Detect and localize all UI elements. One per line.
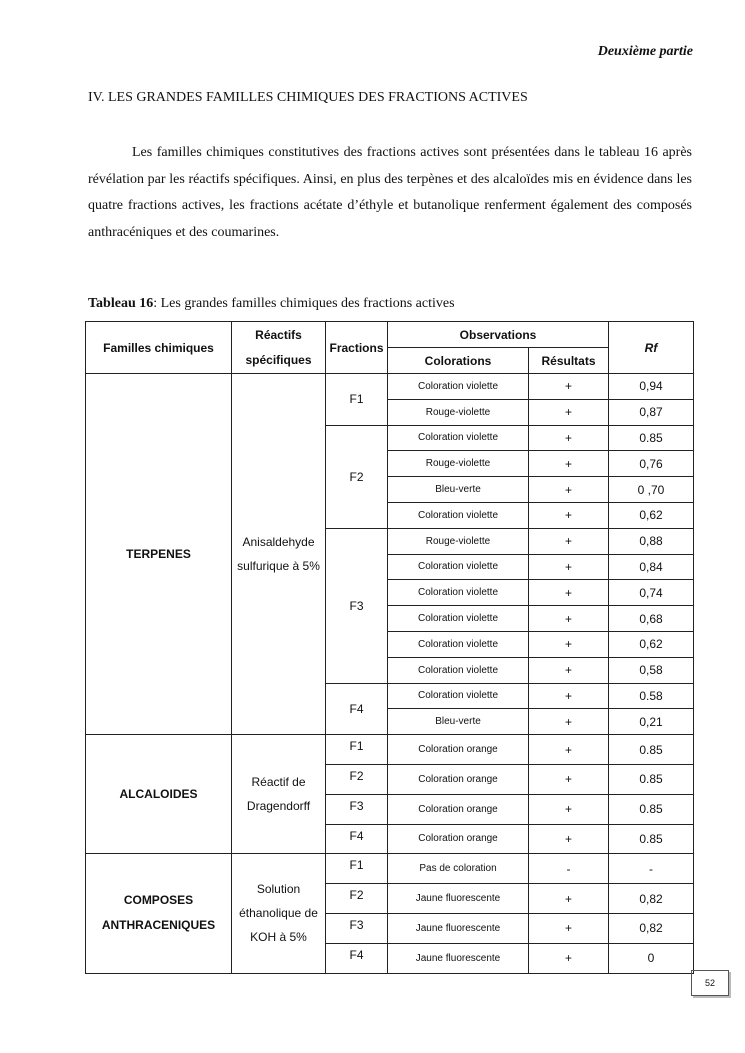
coloration-cell: Coloration violette — [388, 683, 529, 709]
family-cell: TERPENES — [86, 374, 232, 735]
rf-cell: 0,76 — [609, 451, 694, 477]
header-results: Résultats — [529, 348, 609, 374]
result-cell: + — [529, 631, 609, 657]
coloration-cell: Coloration violette — [388, 606, 529, 632]
rf-cell: 0.85 — [609, 735, 694, 765]
coloration-cell: Jaune fluorescente — [388, 943, 529, 973]
result-cell: + — [529, 794, 609, 824]
reagent-cell: Réactif de Dragendorff — [232, 735, 326, 854]
fraction-cell: F3 — [326, 913, 388, 943]
result-cell: + — [529, 683, 609, 709]
rf-cell: 0,68 — [609, 606, 694, 632]
fraction-cell: F4 — [326, 683, 388, 735]
coloration-cell: Coloration violette — [388, 374, 529, 400]
section-title: IV. LES GRANDES FAMILLES CHIMIQUES DES FRACTIONS ACTIVES — [88, 90, 528, 105]
rf-cell: 0.85 — [609, 425, 694, 451]
result-cell: + — [529, 451, 609, 477]
table-caption-label: Tableau 16 — [88, 296, 154, 311]
result-cell: + — [529, 477, 609, 503]
fraction-cell: F4 — [326, 824, 388, 854]
running-head: Deuxième partie — [597, 44, 693, 59]
rf-cell: 0,84 — [609, 554, 694, 580]
coloration-cell: Rouge-violette — [388, 399, 529, 425]
rf-cell: 0.85 — [609, 794, 694, 824]
rf-cell: 0.85 — [609, 764, 694, 794]
table-row — [86, 374, 694, 400]
result-cell: + — [529, 374, 609, 400]
table-caption-text: : Les grandes familles chimiques des fractions actives — [153, 296, 455, 311]
coloration-cell: Bleu-verte — [388, 709, 529, 735]
coloration-cell: Coloration violette — [388, 425, 529, 451]
result-cell: + — [529, 606, 609, 632]
rf-cell: - — [609, 854, 694, 884]
coloration-cell: Coloration violette — [388, 631, 529, 657]
fraction-cell: F1 — [326, 374, 388, 426]
fraction-cell: F2 — [326, 764, 388, 794]
rf-cell: 0,87 — [609, 399, 694, 425]
page-number: 52 — [691, 970, 729, 996]
reagent-cell: Solution éthanolique de KOH à 5% — [232, 854, 326, 973]
coloration-cell: Coloration orange — [388, 794, 529, 824]
family-cell: COMPOSES ANTHRACENIQUES — [86, 854, 232, 973]
fraction-cell: F1 — [326, 854, 388, 884]
result-cell: + — [529, 502, 609, 528]
coloration-cell: Coloration orange — [388, 735, 529, 765]
rf-cell: 0.85 — [609, 824, 694, 854]
rf-cell: 0,94 — [609, 374, 694, 400]
result-cell: + — [529, 735, 609, 765]
result-cell: + — [529, 824, 609, 854]
coloration-cell: Bleu-verte — [388, 477, 529, 503]
result-cell: + — [529, 764, 609, 794]
table-body — [86, 374, 694, 974]
fraction-cell: F4 — [326, 943, 388, 973]
coloration-cell: Pas de coloration — [388, 854, 529, 884]
table-row — [86, 735, 694, 765]
result-cell: + — [529, 425, 609, 451]
families-table — [85, 321, 694, 974]
family-cell: ALCALOIDES — [86, 735, 232, 854]
rf-cell: 0.58 — [609, 683, 694, 709]
rf-cell: 0,88 — [609, 528, 694, 554]
coloration-cell: Coloration violette — [388, 580, 529, 606]
coloration-cell: Coloration violette — [388, 554, 529, 580]
header-rf: Rf — [609, 322, 694, 374]
rf-cell: 0,82 — [609, 913, 694, 943]
result-cell: - — [529, 854, 609, 884]
header-colorations: Colorations — [388, 348, 529, 374]
result-cell: + — [529, 528, 609, 554]
header-observations: Observations — [388, 322, 609, 348]
coloration-cell: Coloration orange — [388, 824, 529, 854]
result-cell: + — [529, 709, 609, 735]
coloration-cell: Coloration violette — [388, 657, 529, 683]
result-cell: + — [529, 399, 609, 425]
coloration-cell: Jaune fluorescente — [388, 913, 529, 943]
rf-cell: 0,82 — [609, 884, 694, 914]
coloration-cell: Rouge-violette — [388, 528, 529, 554]
rf-cell: 0 ,70 — [609, 477, 694, 503]
fraction-cell: F1 — [326, 735, 388, 765]
coloration-cell: Rouge-violette — [388, 451, 529, 477]
result-cell: + — [529, 884, 609, 914]
coloration-cell: Jaune fluorescente — [388, 884, 529, 914]
fraction-cell: F2 — [326, 425, 388, 528]
header-reagents: Réactifs spécifiques — [232, 322, 326, 374]
fraction-cell: F3 — [326, 528, 388, 683]
result-cell: + — [529, 657, 609, 683]
result-cell: + — [529, 943, 609, 973]
fraction-cell: F2 — [326, 884, 388, 914]
table-caption — [88, 296, 455, 312]
result-cell: + — [529, 580, 609, 606]
rf-cell: 0,74 — [609, 580, 694, 606]
coloration-cell: Coloration orange — [388, 764, 529, 794]
result-cell: + — [529, 913, 609, 943]
reagent-cell: Anisaldehyde sulfurique à 5% — [232, 374, 326, 735]
rf-cell: 0,62 — [609, 631, 694, 657]
coloration-cell: Coloration violette — [388, 502, 529, 528]
intro-paragraph: Les familles chimiques constitutives des fractions actives sont présentées dans le tableau 16 après révélation par les réactifs spécifiques. Ainsi, en plus des terpènes et des alcaloïdes mis en évidence dans les quatre fractions actives, les fractions acétate d’éthyle et butanolique renferment également des composés anthracéniques et des coumarines. — [88, 145, 692, 240]
rf-cell: 0,21 — [609, 709, 694, 735]
header-fractions: Fractions — [326, 322, 388, 374]
rf-cell: 0 — [609, 943, 694, 973]
table-row — [86, 854, 694, 884]
header-family: Familles chimiques — [86, 322, 232, 374]
rf-cell: 0,62 — [609, 502, 694, 528]
rf-cell: 0,58 — [609, 657, 694, 683]
fraction-cell: F3 — [326, 794, 388, 824]
result-cell: + — [529, 554, 609, 580]
